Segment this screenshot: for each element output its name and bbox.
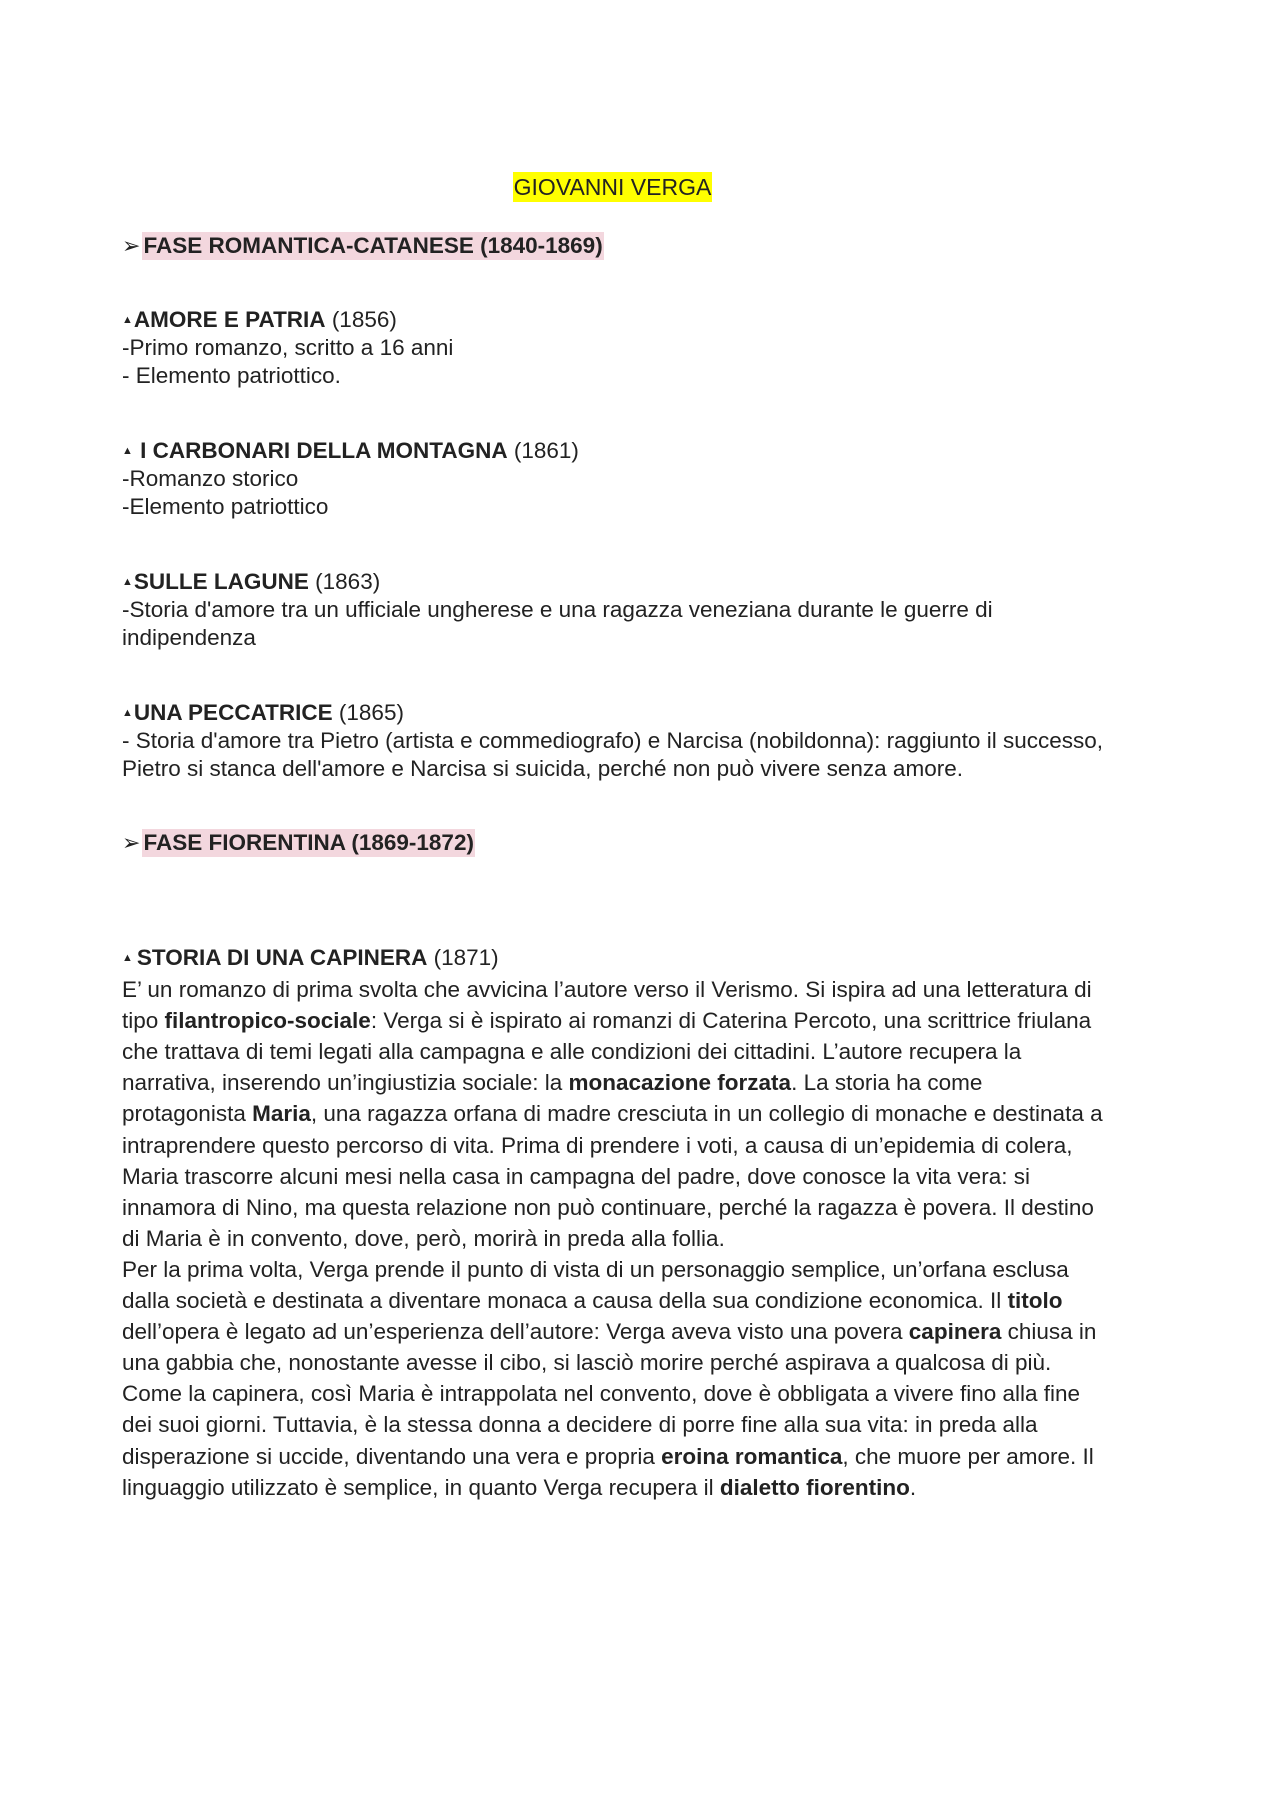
work-note: -Storia d'amore tra un ufficiale ungherese e una ragazza veneziana durante le guerre di indipendenza <box>122 597 993 650</box>
story-paragraph-1 <box>122 974 1112 1254</box>
triangle-bullet-icon: ▲ <box>122 445 133 457</box>
work-note: - Storia d'amore tra Pietro (artista e commediografo) e Narcisa (nobildonna): raggiunto il successo, Pietro si stanca dell'amore e Narcisa si suicida, perché non può vivere senza amore. <box>122 728 1103 781</box>
triangle-bullet-icon: ▲ <box>122 314 133 326</box>
work-note: -Romanzo storico <box>122 466 299 491</box>
text-run: E’ un romanzo di prima svolta che avvicina l’autore verso il Verismo. Si ispira ad una letteratura di tipo <box>122 977 1092 1034</box>
work-note: -Elemento patriottico <box>122 494 329 519</box>
text-run: dell’opera è legato ad un’esperienza dell’autore: Verga aveva visto una povera <box>122 1319 909 1345</box>
work-heading <box>122 438 508 463</box>
bold-term: monacazione forzata <box>568 1070 792 1096</box>
phase-label: FASE ROMANTICA-CATANESE (1840-1869) <box>143 233 603 258</box>
work-una-peccatrice <box>122 699 1112 783</box>
phase-heading-fiorentina <box>122 829 475 857</box>
work-title: UNA PECCATRICE <box>133 700 333 725</box>
work-heading <box>122 942 1112 974</box>
bold-term: dialetto fiorentino <box>719 1474 910 1500</box>
work-year: (1865) <box>332 700 404 725</box>
triangle-bullet-icon: ▲ <box>122 707 133 719</box>
work-title: SULLE LAGUNE <box>133 569 309 594</box>
text-run: . La storia ha come protagonista <box>122 1070 983 1127</box>
work-year: (1871) <box>427 945 499 970</box>
work-heading <box>122 569 309 594</box>
work-heading <box>122 307 326 332</box>
work-note: - Elemento patriottico. <box>122 363 341 388</box>
work-year: (1863) <box>308 569 381 594</box>
arrow-bullet-icon: ➢ <box>122 233 141 258</box>
bold-term: Maria <box>252 1101 311 1127</box>
text-run: chiusa in una gabbia che, nonostante avesse il cibo, si lasciò morire perché aspirava a qualcosa di più. Come la capinera, così Maria è intrappolata nel convento, dove è obbligata a vivere fino alla fine dei suoi giorni. Tuttavia, è la stessa donna a decidere di porre fine alla sua vita: in preda alla disperazione si uccide, diventando una vera e propria <box>122 1319 1097 1469</box>
work-year: (1856) <box>325 307 397 332</box>
triangle-bullet-icon: ▲ <box>122 952 133 964</box>
work-i-carbonari <box>122 437 1112 521</box>
work-heading <box>122 700 333 725</box>
triangle-bullet-icon: ▲ <box>122 576 133 588</box>
bold-term: titolo <box>1007 1288 1063 1314</box>
work-title: AMORE E PATRIA <box>133 307 326 332</box>
text-run: , che muore per amore. Il linguaggio utilizzato è semplice, in quanto Verga recupera il <box>122 1443 1094 1500</box>
text-run: . <box>909 1474 917 1500</box>
bold-term: eroina romantica <box>661 1443 843 1469</box>
phase-heading-romantica <box>122 232 604 260</box>
title-wrap <box>0 174 1225 201</box>
work-title: STORIA DI UNA CAPINERA <box>136 945 428 970</box>
phase-label: FASE FIORENTINA (1869-1872) <box>143 830 474 855</box>
work-year: (1861) <box>507 438 579 463</box>
story-paragraph-2 <box>122 1254 1112 1503</box>
text-run: : Verga si è ispirato ai romanzi di Caterina Percoto, una scrittrice friulana che trattava di temi legati alla campagna e alle condizioni dei cittadini. L’autore recupera la narrativa, inserendo un’ingiustizia sociale: la <box>122 1008 1092 1096</box>
text-run: , una ragazza orfana di madre cresciuta in un collegio di monache e destinata a intraprendere questo percorso di vita. Prima di prendere i voti, a causa di un’epidemia di colera, Maria trascorre alcuni mesi nella casa in campagna del padre, dove conosce la vita vera: si innamora di Nino, ma questa relazione non può continuare, perché la ragazza è povera. Il destino di Maria è in convento, dove, però, morirà in preda alla follia. <box>122 1101 1103 1251</box>
bold-term: capinera <box>908 1319 1002 1345</box>
work-storia-di-una-capinera <box>122 942 1112 1503</box>
work-sulle-lagune <box>122 568 1112 652</box>
work-title: I CARBONARI DELLA MONTAGNA <box>133 438 508 463</box>
arrow-bullet-icon: ➢ <box>122 830 141 855</box>
page-title: GIOVANNI VERGA <box>513 174 712 200</box>
work-note: -Primo romanzo, scritto a 16 anni <box>122 335 454 360</box>
text-run: Per la prima volta, Verga prende il punto di vista di un personaggio semplice, un’orfana esclusa dalla società e destinata a diventare monaca a causa della sua condizione economica. Il <box>122 1256 1069 1314</box>
bold-term: filantropico-sociale <box>164 1008 371 1034</box>
work-amore-e-patria <box>122 306 1112 390</box>
